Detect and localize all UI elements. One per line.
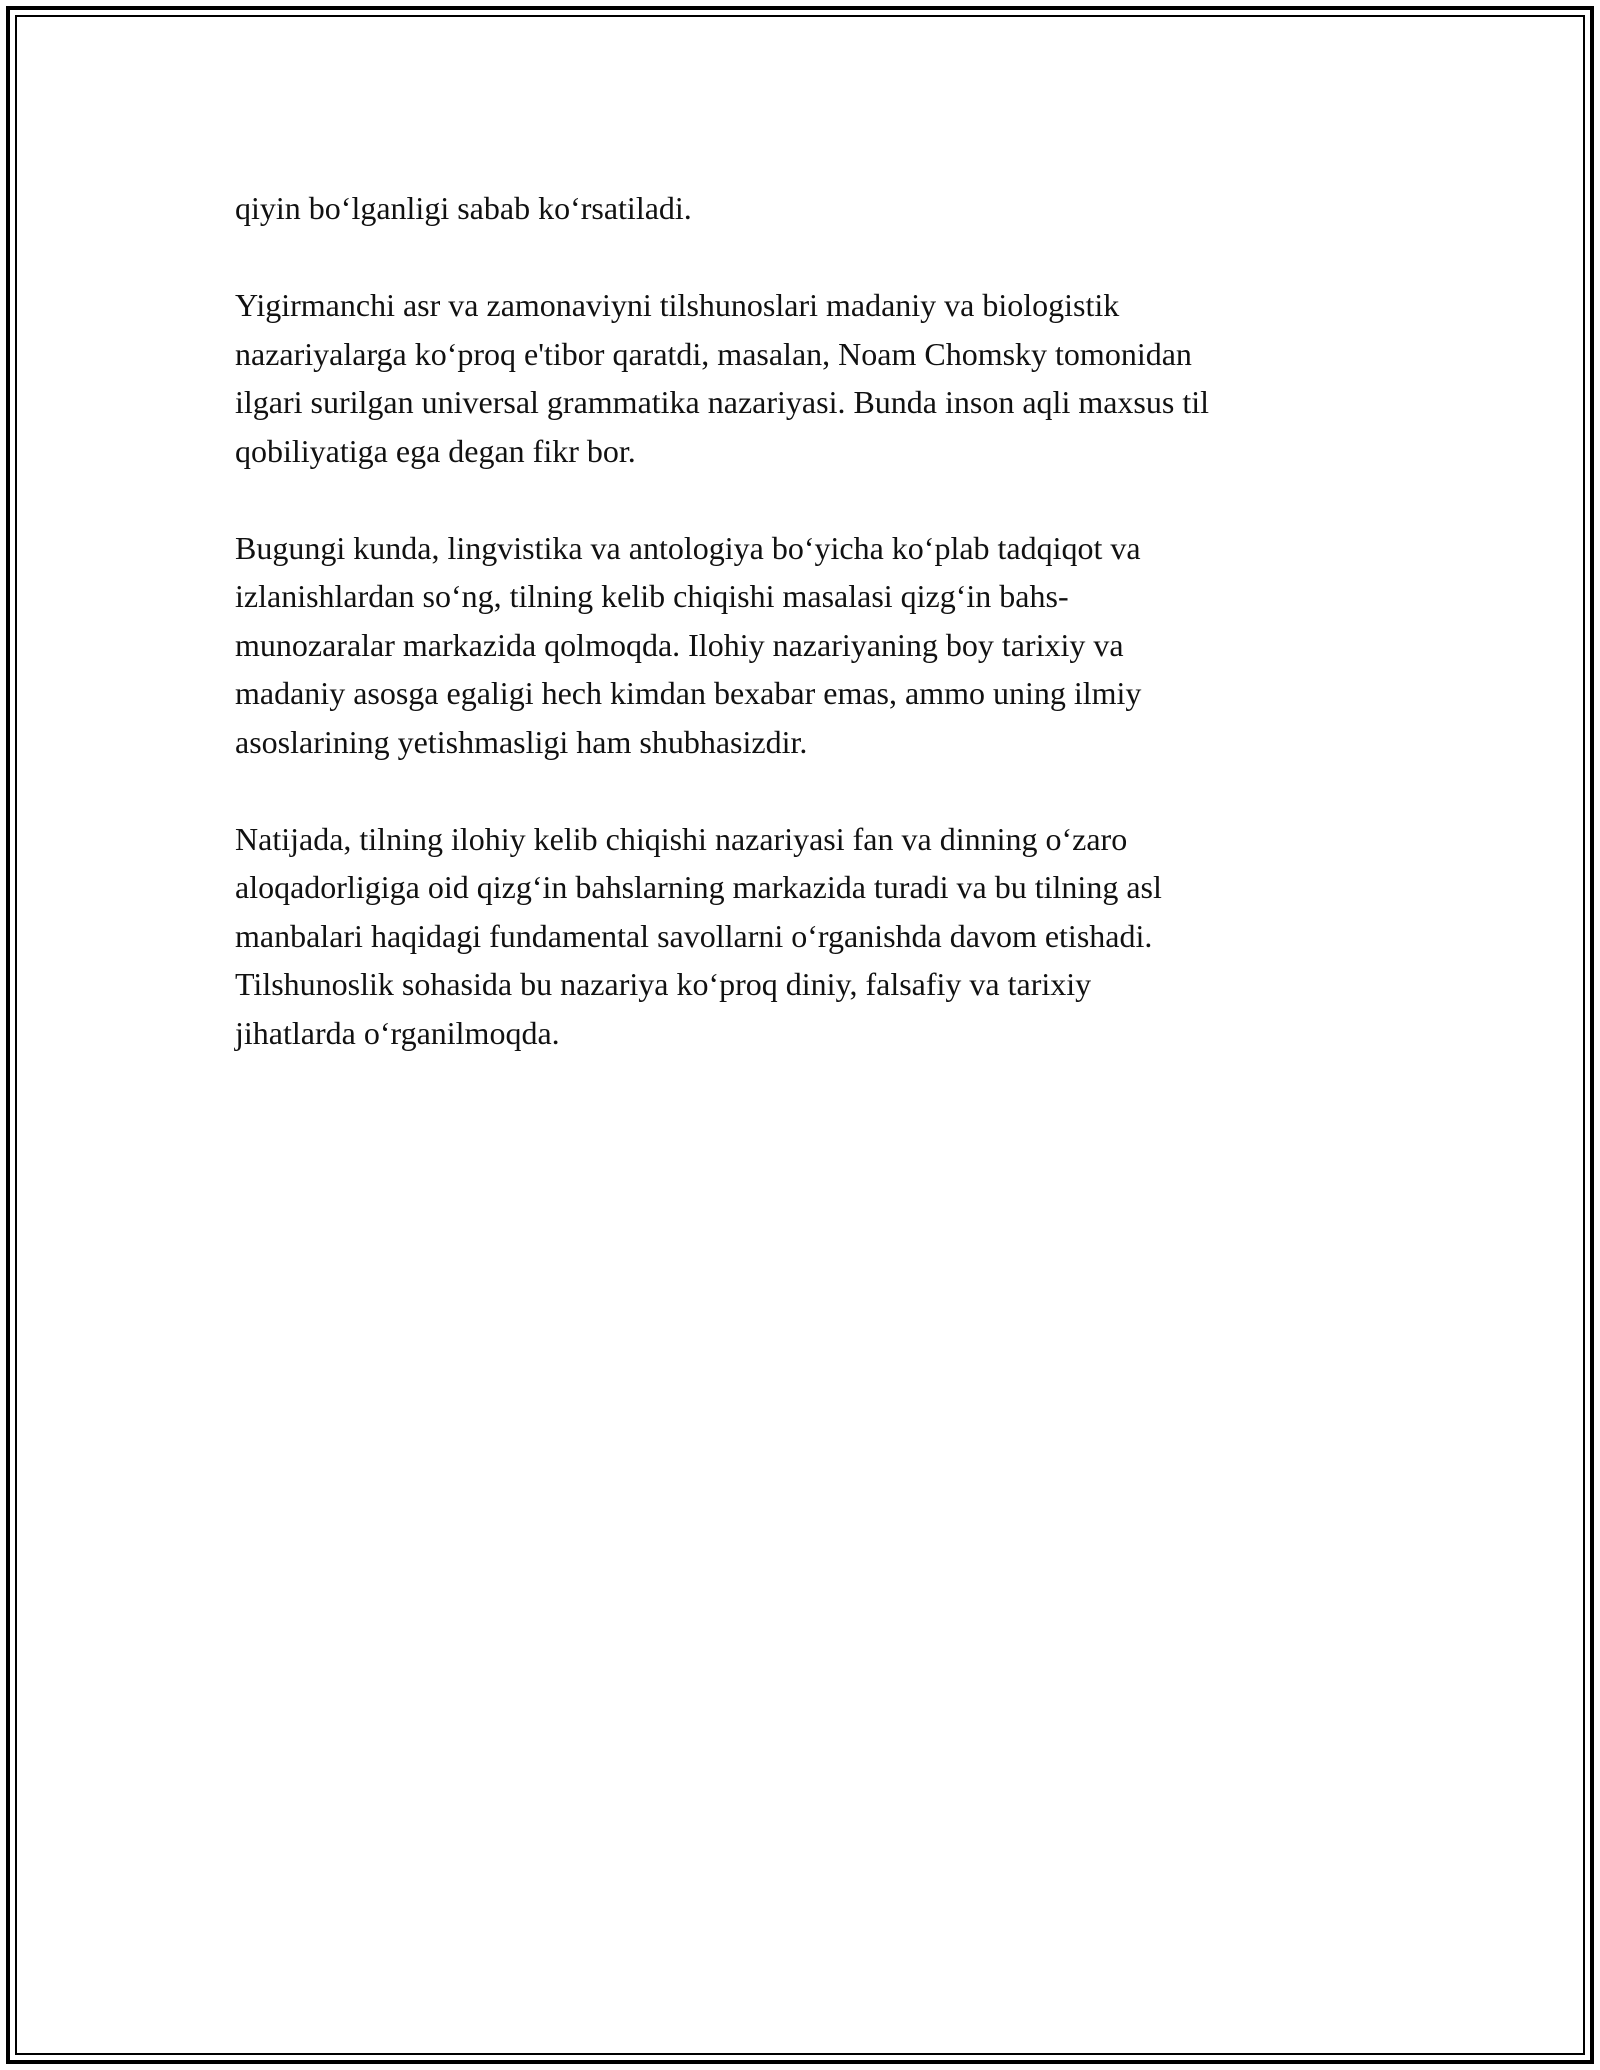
text-line: nazariyalarga ko‘proq e'tibor qaratdi, masalan, Noam Chomsky tomonidan (235, 335, 1192, 372)
paragraph-3 (235, 524, 1365, 767)
text-line: munozaralar markazida qolmoqda. Ilohiy nazariyaning boy tarixiy va (235, 626, 1124, 663)
text-line: ilgari surilgan universal grammatika nazariyasi. Bunda inson aqli maxsus til (235, 384, 1209, 420)
document-body (235, 184, 1365, 1106)
text-line: Yigirmanchi asr va zamonaviyni tilshunoslari madaniy va biologistik (235, 287, 1120, 323)
text-line: aloqadorligiga oid qizg‘in bahslarning markazida turadi va bu tilning asl (235, 869, 1162, 905)
text-line: manbalari haqidagi fundamental savollarni o‘rganishda davom etishadi. (235, 917, 1153, 954)
text-line: asoslarining yetishmasligi ham shubhasizdir. (235, 723, 808, 760)
text-line: Tilshunoslik sohasida bu nazariya ko‘proq diniy, falsafiy va tarixiy (235, 966, 1092, 1002)
text-line: jihatlarda o‘rganilmoqda. (235, 1014, 560, 1051)
text-line: Natijada, tilning ilohiy kelib chiqishi nazariyasi fan va dinning o‘zaro (235, 820, 1128, 857)
text-line: Bugungi kunda, lingvistika va antologiya bo‘yicha ko‘plab tadqiqot va (235, 529, 1141, 566)
paragraph-2 (235, 281, 1365, 475)
text-line: qiyin bo‘lganligi sabab ko‘rsatiladi. (235, 190, 692, 226)
text-line: izlanishlardan so‘ng, tilning kelib chiqishi masalasi qizg‘in bahs- (235, 578, 1069, 614)
paragraph-4 (235, 815, 1365, 1058)
text-line: qobiliyatiga ega degan fikr bor. (235, 432, 636, 469)
text-line: madaniy asosga egaligi hech kimdan bexabar emas, ammo uning ilmiy (235, 675, 1142, 711)
paragraph-1 (235, 184, 1365, 233)
